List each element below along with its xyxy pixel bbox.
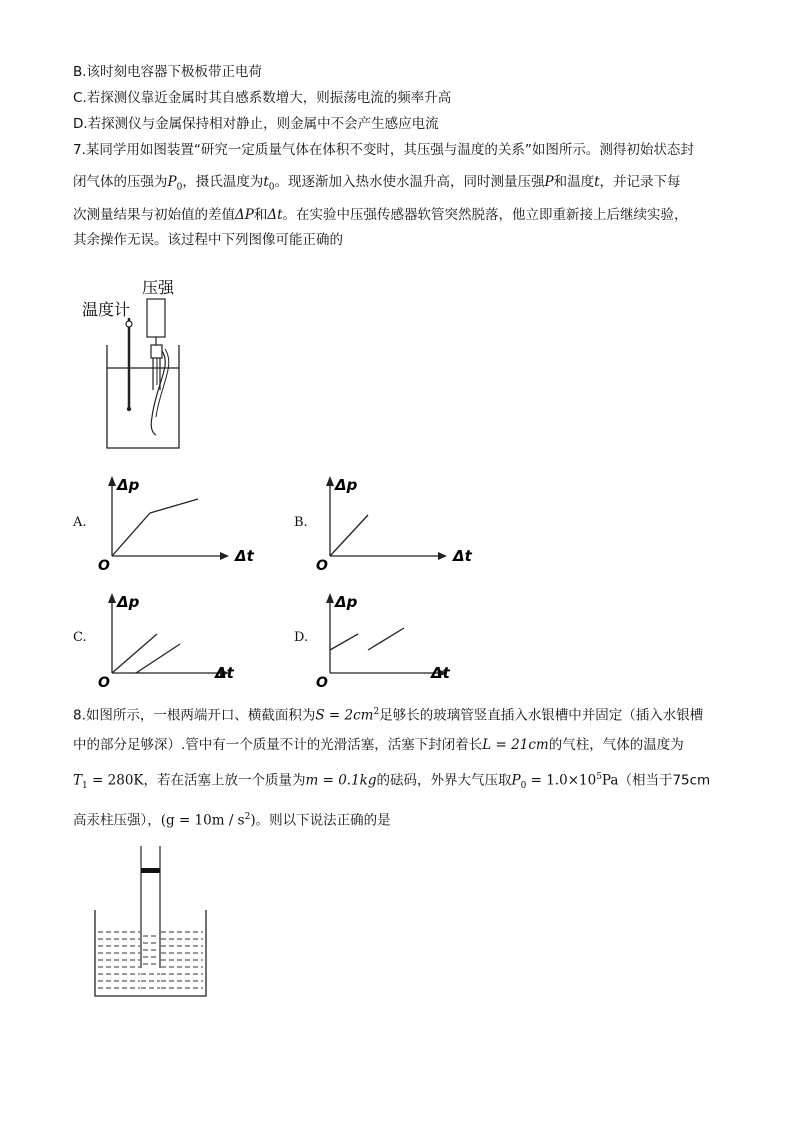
y-axis-label: Δp [335, 593, 358, 611]
y-axis-label: Δp [117, 476, 140, 494]
q8-line-1: 8.如图所示，一根两端开口、横截面积为$S = 2cm^2$足够长的玻璃管竖直插入水银槽中并固定（插入水银槽 [73, 707, 704, 724]
mercury-tank-figure [92, 844, 212, 1004]
origin-label: O [316, 558, 328, 574]
origin-label: O [98, 558, 110, 574]
x-axis-label: Δt [453, 547, 472, 565]
q8-line-4: 高汞柱压强），$(g = 10m / s^2)$。则以下说法正确的是 [73, 812, 391, 829]
origin-label: O [98, 675, 110, 691]
q7-line-2: 闭气体的压强为$P_0$，摄氏温度为$t_0$。现逐渐加入热水使水温升高，同时测量压强P和温度t，并记录下每 [73, 174, 681, 193]
q8-line-2: 中的部分足够深）.管中有一个质量不计的光滑活塞，活塞下封闭着长L = 21cm的气柱，气体的温度为 [73, 737, 684, 753]
q7-line-1: 7.某同学用如图装置“研究一定质量气体在体积不变时，其压强与温度的关系”如图所示。测得初始状态封 [73, 142, 694, 158]
origin-label: O [316, 675, 328, 691]
option-d-label: D. [294, 630, 309, 645]
apparatus-figure [80, 275, 200, 455]
x-axis-label: Δt [215, 664, 234, 682]
graph-b [313, 473, 493, 573]
thermometer-label: 温度计 [82, 300, 131, 319]
x-axis-label: Δt [235, 547, 254, 565]
option-c-label: C. [73, 630, 87, 645]
q7-line-3: 次测量结果与初始值的差值ΔP和Δt。在实验中压强传感器软管突然脱落，他立即重新接上后继续实验， [73, 207, 688, 223]
option-c-text: C.若探测仪靠近金属时其自感系数增大，则振荡电流的频率升高 [73, 90, 452, 106]
graph-d [313, 590, 493, 690]
graph-a [95, 473, 275, 573]
option-d-text: D.若探测仪与金属保持相对静止，则金属中不会产生感应电流 [73, 116, 439, 132]
q8-line-3: $T_1 = 280K$，若在活塞上放一个质量为m = 0.1kg的砝码，外界大气压取$P_0 = 1.0\times 10^5Pa$（相当于75cm [73, 772, 711, 792]
option-a-label: A. [73, 515, 87, 530]
y-axis-label: Δp [335, 476, 358, 494]
x-axis-label: Δt [431, 664, 450, 682]
option-b-label: B. [294, 515, 308, 530]
option-b-text: B.该时刻电容器下极板带正电荷 [73, 64, 263, 80]
y-axis-label: Δp [117, 593, 140, 611]
q7-line-4: 其余操作无误。该过程中下列图像可能正确的 [73, 232, 343, 248]
graph-c [95, 590, 275, 690]
pressure-label: 压强 [142, 278, 175, 297]
